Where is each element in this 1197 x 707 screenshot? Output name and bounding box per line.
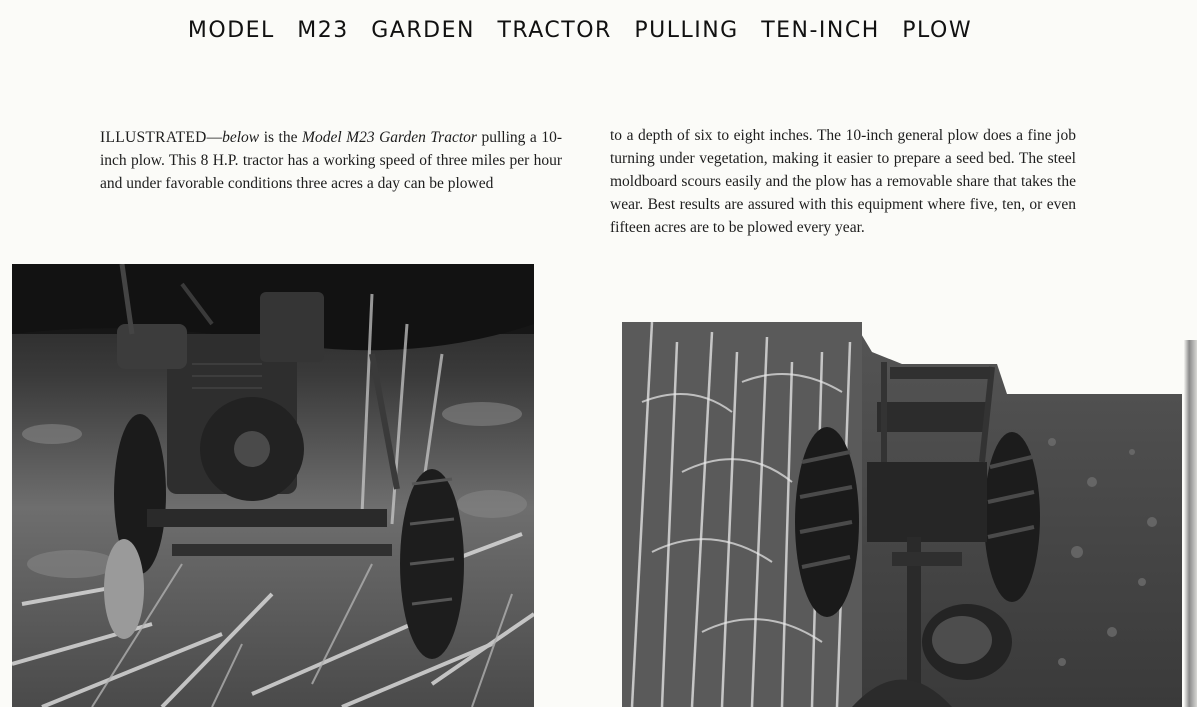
right-text-column: to a depth of six to eight inches. The 10-inch general plow does a fine job turning under vegetation, making it easier to prepare a seed bed. The steel moldboard scours easily and the plow has a removable share that takes the wear. Best results are assured with this equipment where five, ten, or even fifteen acres are to be plowed every year.: [610, 127, 1076, 236]
page-title: MODEL M23 GARDEN TRACTOR PULLING TEN-INCH PLOW: [187, 18, 973, 43]
below-word: below: [222, 129, 260, 146]
left-text-column: [100, 126, 562, 195]
page-edge-strip: [1184, 340, 1197, 707]
left-body-text: pulling a 10-inch plow. This 8 H.P. tractor has a working speed of three miles per hour and under favorable conditions three acres a day can be plowed: [100, 129, 562, 192]
is-the-text: is the: [259, 129, 303, 146]
rear-view-tractor-photo: [622, 322, 1182, 707]
lead-word: ILLUSTRATED: [100, 129, 207, 146]
model-name: Model M23 Garden Tractor: [302, 129, 477, 146]
front-view-tractor-photo: [12, 264, 534, 707]
em-dash: —: [206, 129, 223, 146]
